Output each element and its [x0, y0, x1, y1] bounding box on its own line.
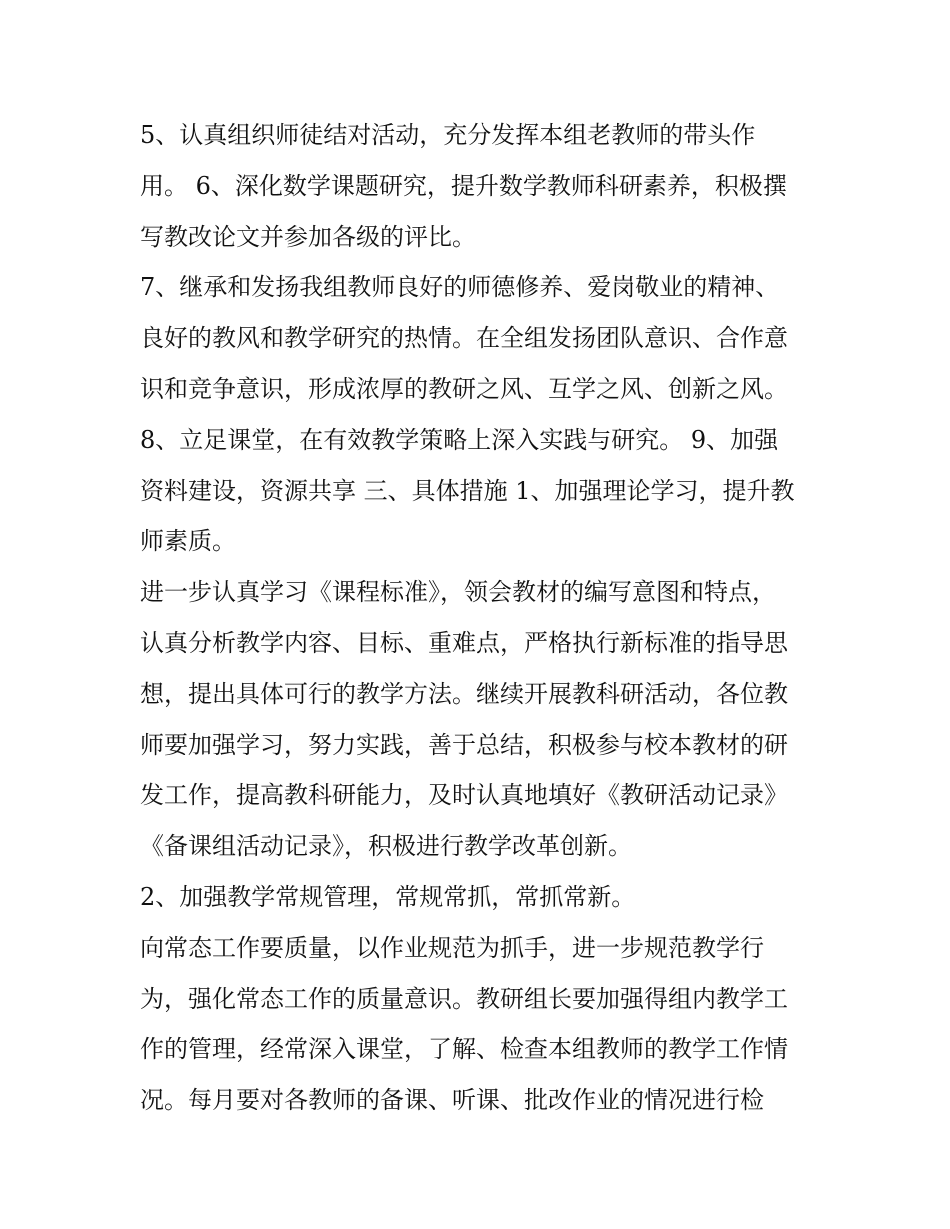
text-line: 况。每月要对各教师的备课、听课、批改作业的情况进行检 — [140, 1086, 764, 1115]
text-line: 8、立足课堂，在有效教学策略上深入实践与研究。 9、加强 — [140, 425, 779, 454]
text-line: 识和竞争意识，形成浓厚的教研之风、互学之风、创新之风。 — [140, 374, 788, 403]
text-line: 资料建设，资源共享 三、具体措施 1、加强理论学习，提升教 — [140, 476, 795, 505]
text-line: 写教改论文并参加各级的评比。 — [140, 222, 476, 251]
text-line: 2、加强教学常规管理，常规常抓，常抓常新。 — [140, 882, 636, 911]
text-line: 用。 6、深化数学课题研究，提升数学教师科研素养，积极撰 — [140, 171, 787, 200]
text-line: 发工作，提高教科研能力，及时认真地填好《教研活动记录》 — [140, 781, 788, 810]
text-line: 进一步认真学习《课程标准》，领会教材的编写意图和特点， — [140, 578, 776, 607]
text-line: 《备课组活动记录》，积极进行教学改革创新。 — [140, 832, 632, 861]
text-line: 5、认真组织师徒结对活动，充分发挥本组老教师的带头作 — [140, 121, 756, 149]
text-line: 想，提出具体可行的教学方法。继续开展教科研活动，各位教 — [140, 679, 788, 708]
text-line: 向常态工作要质量，以作业规范为抓手，进一步规范教学行 — [140, 933, 764, 962]
text-line: 师素质。 — [140, 527, 236, 556]
document-body — [140, 110, 820, 1126]
text-line: 7、继承和发扬我组教师良好的师德修养、爱岗敬业的精神、 — [140, 273, 780, 302]
text-line: 认真分析教学内容、目标、重难点，严格执行新标准的指导思 — [140, 628, 788, 657]
text-line: 良好的教风和教学研究的热情。在全组发扬团队意识、合作意 — [140, 324, 788, 353]
text-line: 师要加强学习，努力实践，善于总结，积极参与校本教材的研 — [140, 730, 788, 759]
text-line: 作的管理，经常深入课堂，了解、检查本组教师的教学工作情 — [140, 1035, 788, 1064]
text-line: 为，强化常态工作的质量意识。教研组长要加强得组内教学工 — [140, 984, 788, 1013]
